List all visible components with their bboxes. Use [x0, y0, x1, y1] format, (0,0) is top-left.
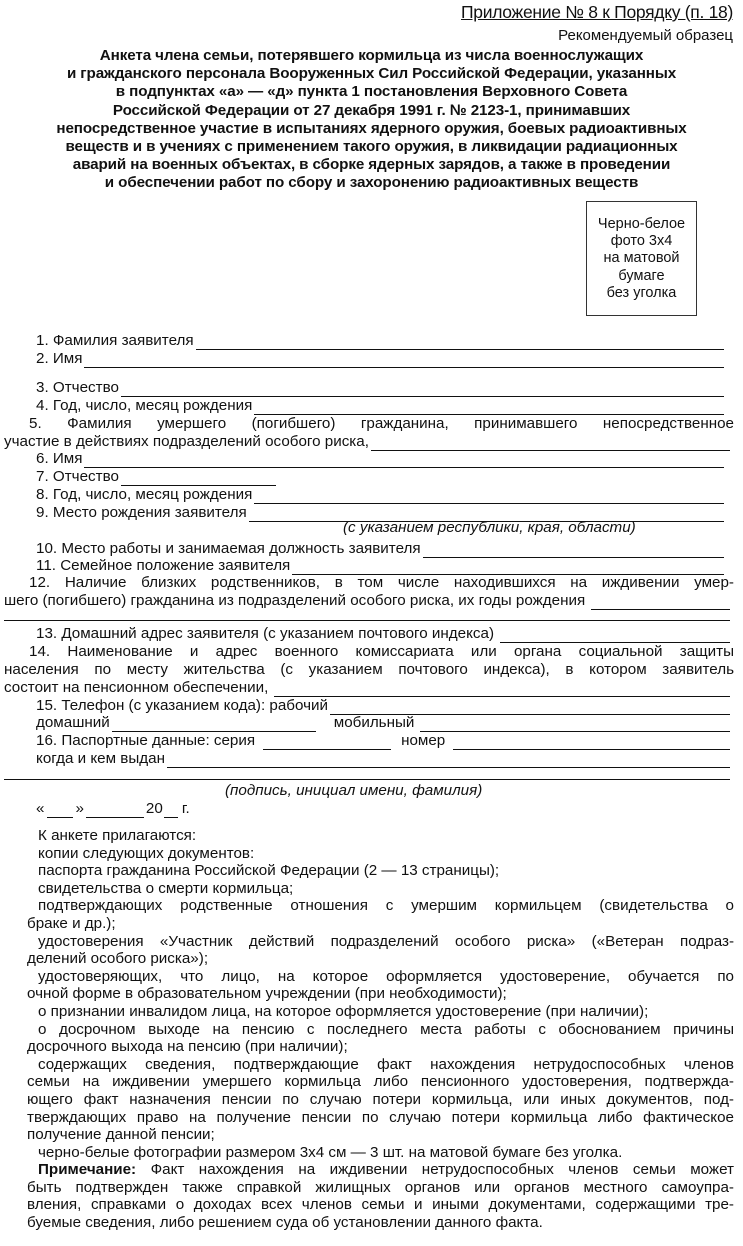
date-suffix: г.	[181, 800, 190, 817]
field-label: 1. Фамилия заявителя	[36, 332, 194, 349]
attachment-item: копии следующих документов:	[38, 844, 255, 862]
deceased-surname-line[interactable]	[371, 436, 730, 451]
date-year-line[interactable]	[164, 803, 178, 818]
field-applicant-surname	[36, 332, 724, 350]
signature-line[interactable]	[4, 779, 730, 780]
field-home-address	[36, 625, 730, 643]
applicant-name-line[interactable]	[84, 353, 724, 368]
attachment-item: тверждающих право на получение пенсии по случаю потери кормильца либо фактическое	[27, 1108, 734, 1126]
title-line: в подпунктах «а» — «д» пункта 1 постановления Верховного Совета	[115, 83, 628, 101]
field-label: 6. Имя	[36, 450, 83, 467]
date-close-quote: »	[75, 800, 84, 817]
field-commissariat-label-2: населения по месту жительства (с указанием почтового индекса), в котором заявитель	[4, 661, 734, 678]
recommended-sample-label: Рекомендуемый образец	[558, 27, 733, 44]
passport-series-line[interactable]	[263, 735, 391, 750]
field-deceased-patronymic	[36, 468, 276, 486]
attachment-item: очной форме в образовательном учреждении (при необходимости);	[27, 985, 507, 1003]
field-label: мобильный	[333, 714, 415, 731]
field-commissariat-label-1: 14. Наименование и адрес военного комиссариата или органа социальной защиты	[29, 643, 734, 660]
attachment-item: о досрочном выходе на пенсию с последнего места работы с обоснованием причины	[38, 1020, 734, 1038]
field-label: 4. Год, число, месяц рождения	[36, 397, 253, 414]
field-relatives	[4, 592, 730, 610]
field-label: 7. Отчество	[36, 468, 119, 485]
field-label: 16. Паспортные данные: серия	[36, 732, 256, 749]
attachment-item: свидетельства о смерти кормильца;	[38, 879, 294, 897]
attachments-section	[27, 827, 734, 1232]
deceased-name-line[interactable]	[84, 453, 724, 468]
note-line: буемые сведения, либо решением суда об установлении данного факта.	[27, 1214, 543, 1232]
attachment-item: удостоверяющих, что лицо, на которое оформляется удостоверение, обучается по	[38, 967, 734, 985]
field-marital-status	[36, 557, 724, 575]
date-field	[36, 800, 190, 818]
passport-number-line[interactable]	[453, 735, 730, 750]
title-line: и обеспечении работ по сбору и захоронению радиоактивных веществ	[104, 174, 639, 192]
field-label: участие в действиях подразделений особого риска,	[4, 433, 369, 450]
attachments-heading: К анкете прилагаются:	[38, 827, 197, 844]
field-label: состоит на пенсионном обеспечении,	[4, 679, 269, 696]
field-workplace	[36, 540, 724, 558]
field-label: домашний	[36, 714, 110, 731]
field-label: 10. Место работы и занимаемая должность заявителя	[36, 540, 421, 557]
attachment-item: досрочного выхода на пенсию (при наличии);	[27, 1038, 348, 1056]
field-applicant-name	[36, 350, 724, 368]
note-label: Примечание:	[38, 1161, 137, 1179]
field-deceased-surname-label: 5. Фамилия умершего (погибшего) гражданина, принимавшего непосредственное	[29, 415, 734, 432]
commissariat-line[interactable]	[274, 682, 730, 697]
date-day-line[interactable]	[47, 803, 73, 818]
appendix-reference: Приложение № 8 к Порядку (п. 18)	[461, 2, 733, 22]
attachment-item: браке и др.);	[27, 914, 116, 932]
photo-text-line: бумаге	[618, 267, 665, 284]
photo-placeholder[interactable]	[586, 201, 697, 316]
applicant-patronymic-line[interactable]	[121, 382, 724, 397]
attachment-item: содержащих сведения, подтверждающие факт нахождения нетрудоспособных членов	[38, 1055, 734, 1073]
title-line: непосредственное участие в испытаниях ядерного оружия, боевых радиоактивных	[56, 119, 687, 137]
field-label: 3. Отчество	[36, 379, 119, 396]
photo-text-line: без уголка	[606, 284, 677, 301]
applicant-surname-line[interactable]	[196, 335, 724, 350]
attachment-item: ющего факт назначения пенсии по случаю потери кормильца, или иных документов, под-	[27, 1090, 734, 1108]
attachment-item: делений особого риска»);	[27, 950, 209, 968]
field-label: 13. Домашний адрес заявителя (с указанием почтового индекса)	[36, 625, 495, 642]
photo-text-line: Черно-белое	[597, 216, 686, 232]
relatives-extra-line[interactable]	[4, 620, 730, 621]
title-line: веществ и в учениях с применением такого оружия, в ликвидации радиационных	[65, 138, 678, 156]
field-deceased-birthdate	[36, 486, 724, 504]
field-applicant-birthdate	[36, 397, 724, 415]
deceased-patronymic-line[interactable]	[121, 471, 276, 486]
signature-hint: (подпись, инициал имени, фамилия)	[225, 782, 483, 799]
date-open-quote: «	[36, 800, 45, 817]
form-title	[0, 47, 743, 193]
attachment-item: удостоверения «Участник действий подразделений особого риска» («Ветеран подраз-	[38, 932, 734, 950]
relatives-line[interactable]	[591, 595, 730, 610]
note-line	[27, 1161, 734, 1179]
title-line: Российской Федерации от 27 декабря 1991 г. № 2123-1, принимавших	[112, 101, 631, 119]
attachment-item: о признании инвалидом лица, на которое оформляется удостоверение (при наличии);	[38, 1002, 649, 1020]
field-applicant-patronymic	[36, 379, 724, 397]
note-line: вления, справками о доходах всех членов семьи и иными документами, содержащими тре-	[27, 1196, 734, 1214]
field-label: 8. Год, число, месяц рождения	[36, 486, 253, 503]
workplace-line[interactable]	[423, 543, 724, 558]
marital-status-line[interactable]	[292, 560, 724, 575]
field-relatives-label: 12. Наличие близких родственников, в том числе находившихся на иждивении умер-	[29, 574, 734, 591]
attachment-item: черно-белые фотографии размером 3х4 см — 3 шт. на матовой бумаге без уголка.	[38, 1143, 623, 1161]
field-passport-issued	[36, 750, 730, 768]
deceased-birthdate-line[interactable]	[254, 489, 724, 504]
applicant-birthdate-line[interactable]	[254, 400, 724, 415]
work-phone-line[interactable]	[330, 700, 730, 715]
field-label: 11. Семейное положение заявителя	[36, 557, 291, 574]
field-label: 15. Телефон (с указанием кода): рабочий	[36, 697, 328, 714]
field-commissariat	[4, 679, 730, 697]
field-work-phone	[36, 697, 730, 715]
field-label: когда и кем выдан	[36, 750, 165, 767]
field-label: 2. Имя	[36, 350, 83, 367]
title-line: Анкета члена семьи, потерявшего кормильца из числа военнослужащих	[99, 47, 644, 64]
note-line: быть подтвержден также справкой жилищных органов или органов местного самоупра-	[27, 1178, 734, 1196]
birthplace-hint: (с указанием республики, края, области)	[343, 519, 636, 536]
attachment-item: подтверждающих родственные отношения с умершим кормильцем (свидетельства о	[38, 897, 734, 915]
home-phone-line[interactable]	[112, 717, 316, 732]
attachment-item: паспорта гражданина Российской Федерации (2 — 13 страницы);	[38, 862, 500, 880]
mobile-phone-line[interactable]	[420, 717, 730, 732]
field-label: 9. Место рождения заявителя	[36, 504, 247, 521]
date-month-line[interactable]	[86, 803, 144, 818]
title-line: аварий на военных объектах, в сборке ядерных зарядов, а также в проведении	[72, 156, 671, 174]
attachment-item: получение данной пенсии;	[27, 1126, 215, 1144]
field-label: номер	[401, 732, 446, 749]
field-passport	[36, 732, 730, 750]
photo-text-line: на матовой	[603, 250, 680, 267]
photo-text-line: фото 3х4	[610, 233, 673, 250]
field-label: шего (погибшего) гражданина из подразделений особого риска, их годы рождения	[4, 592, 586, 609]
title-line: и гражданского персонала Вооруженных Сил Российской Федерации, указанных	[66, 65, 677, 83]
home-address-line[interactable]	[500, 628, 730, 643]
attachment-item: семьи на иждивении умершего кормильца либо пенсионного удостоверения, подтвержда-	[27, 1073, 734, 1091]
field-deceased-surname	[4, 433, 730, 451]
passport-issued-line[interactable]	[167, 753, 730, 768]
note-text: Факт нахождения на иждивении нетрудоспособных членов семьи может	[136, 1161, 734, 1179]
field-phones	[36, 714, 730, 732]
field-deceased-name	[36, 450, 724, 468]
date-year-prefix: 20	[145, 800, 163, 817]
